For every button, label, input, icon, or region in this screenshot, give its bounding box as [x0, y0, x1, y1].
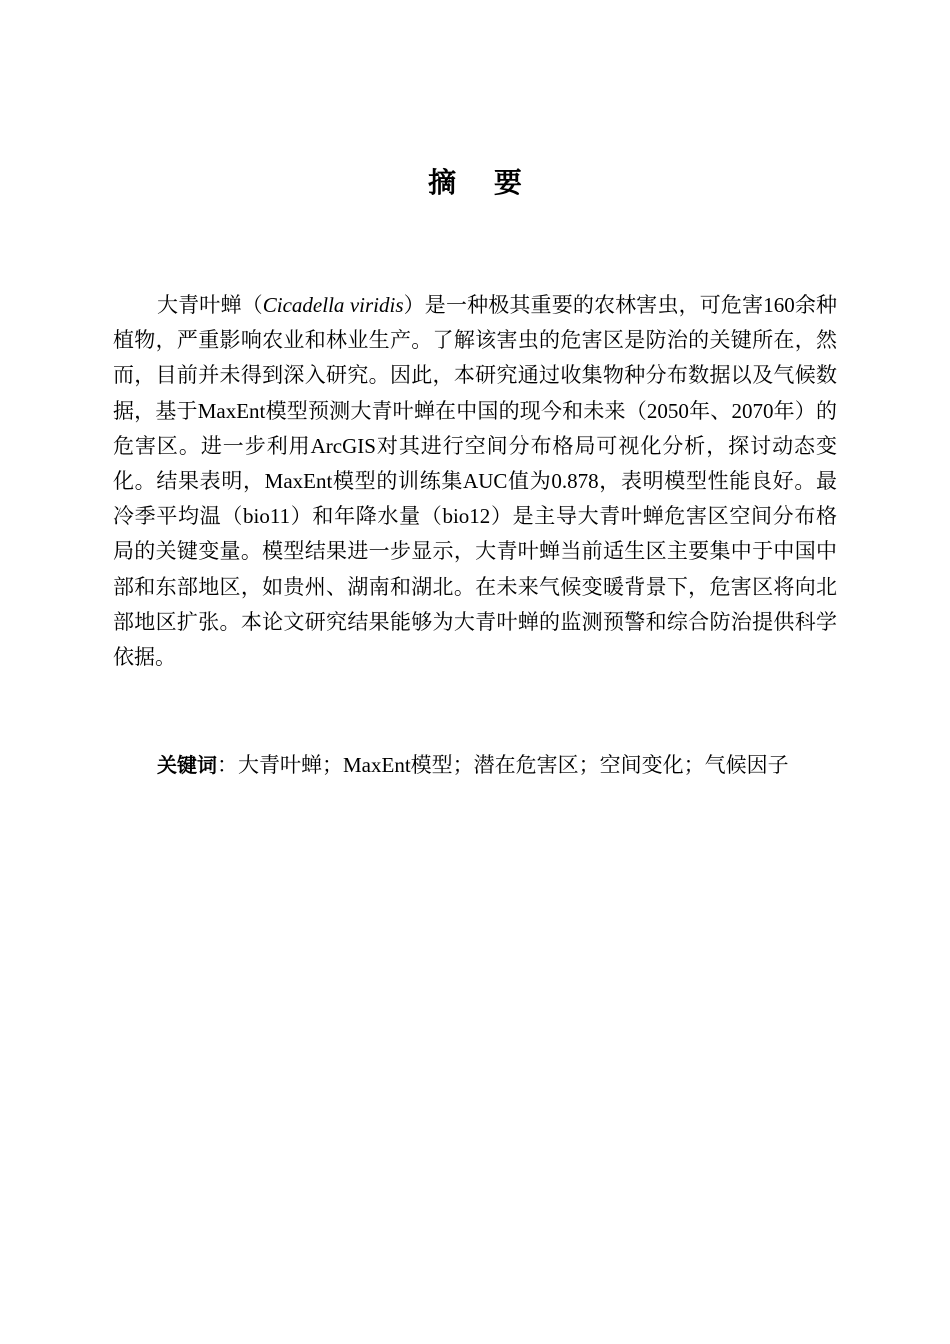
species-latin-name: Cicadella viridis — [262, 293, 404, 317]
keywords-paragraph — [113, 730, 837, 800]
abstract-text-start: 大青叶蝉（ — [157, 293, 263, 317]
keywords-separator: ： — [217, 753, 238, 777]
keywords-label: 关键词 — [157, 753, 217, 777]
abstract-text-body: ）是一种极其重要的农林害虫，可危害160余种植物，严重影响农业和林业生产。了解该害虫的危害区是防治的关键所在，然而，目前并未得到深入研究。因此，本研究通过收集物种分布数据以及气候数据，基于MaxEnt模型预测大青叶蝉在中国的现今和未来（2050年、2070年）的危害区。进一步利用ArcGIS对其进行空间分布格局可视化分析，探讨动态变化。结果表明，MaxEnt模型的训练集AUC值为0.878，表明模型性能良好。最冷季平均温（bio11）和年降水量（bio12）是主导大青叶蝉危害区空间分布格局的关键变量。模型结果进一步显示，大青叶蝉当前适生区主要集中于中国中部和东部地区，如贵州、湖南和湖北。在未来气候变暖背景下，危害区将向北部地区扩张。本论文研究结果能够为大青叶蝉的监测预警和综合防治提供科学依据。 — [113, 293, 838, 670]
page-title: 摘 要 — [428, 166, 536, 199]
abstract-paragraph — [113, 288, 837, 675]
keywords-text: 大青叶蝉；MaxEnt模型；潜在危害区；空间变化；气候因子 — [238, 753, 789, 777]
